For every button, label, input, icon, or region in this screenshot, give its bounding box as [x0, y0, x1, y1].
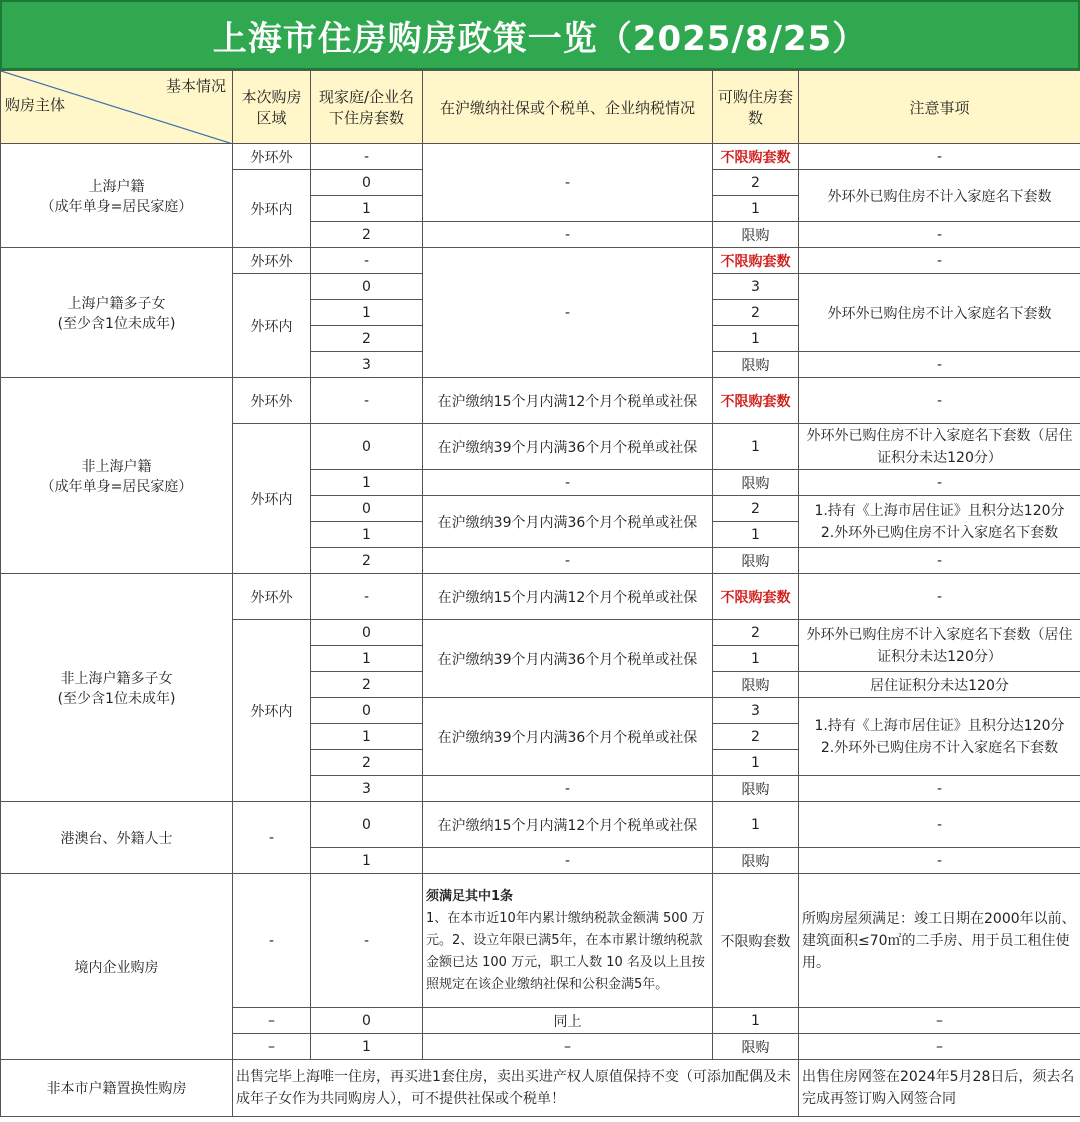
- header-region: 本次购房区域: [233, 71, 311, 144]
- can-buy-cell: 限购: [713, 470, 799, 496]
- region-cell: 外环内: [233, 170, 311, 248]
- note-cell: -: [799, 574, 1080, 620]
- tax-cell: -: [423, 470, 713, 496]
- policy-table: [0, 70, 1080, 1117]
- can-buy-cell: 限购: [713, 352, 799, 378]
- note-cell: –: [799, 1034, 1080, 1060]
- existing-cell: 1: [311, 848, 423, 874]
- region-cell: 外环内: [233, 274, 311, 378]
- header-corner-top: 基本情况: [165, 77, 226, 95]
- region-cell: 外环外: [233, 248, 311, 274]
- existing-cell: 2: [311, 750, 423, 776]
- tax-cell: 在沪缴纳39个月内满36个月个税单或社保: [423, 698, 713, 776]
- can-buy-cell: 1: [713, 646, 799, 672]
- note-cell: -: [799, 378, 1080, 424]
- note-cell: 外环外已购住房不计入家庭名下套数: [799, 170, 1080, 222]
- note-cell: -: [799, 802, 1080, 848]
- tax-cell: 在沪缴纳15个月内满12个月个税单或社保: [423, 378, 713, 424]
- tax-cell: -: [423, 144, 713, 222]
- subject-cell: 上海户籍 （成年单身=居民家庭）: [1, 144, 233, 248]
- tax-cell: -: [423, 548, 713, 574]
- tax-cell: 同上: [423, 1008, 713, 1034]
- can-buy-cell: 1: [713, 522, 799, 548]
- existing-cell: 2: [311, 548, 423, 574]
- note-cell: 所购房屋须满足：竣工日期在2000年以前、建筑面积≤70㎡的二手房、用于员工租住使用。: [799, 874, 1080, 1008]
- existing-cell: 1: [311, 724, 423, 750]
- region-cell: 外环外: [233, 144, 311, 170]
- can-buy-cell: 1: [713, 802, 799, 848]
- existing-cell: 0: [311, 496, 423, 522]
- existing-cell: 0: [311, 698, 423, 724]
- note-cell: 居住证积分未达120分: [799, 672, 1080, 698]
- note-cell: -: [799, 548, 1080, 574]
- can-buy-cell: 3: [713, 274, 799, 300]
- table-row: [1, 802, 1080, 848]
- existing-cell: 0: [311, 170, 423, 196]
- note-cell: 外环外已购住房不计入家庭名下套数（居住证积分未达120分）: [799, 424, 1080, 470]
- tax-cell: 在沪缴纳15个月内满12个月个税单或社保: [423, 574, 713, 620]
- note-cell: -: [799, 470, 1080, 496]
- can-buy-cell: 限购: [713, 848, 799, 874]
- existing-cell: 1: [311, 470, 423, 496]
- can-buy-cell: 1: [713, 196, 799, 222]
- can-buy-cell: 2: [713, 170, 799, 196]
- note-cell: 外环外已购住房不计入家庭名下套数（居住证积分未达120分）: [799, 620, 1080, 672]
- header-row: [1, 71, 1080, 144]
- note-cell: -: [799, 248, 1080, 274]
- existing-cell: 1: [311, 522, 423, 548]
- region-cell: –: [233, 1008, 311, 1034]
- existing-cell: 1: [311, 646, 423, 672]
- can-buy-cell: 2: [713, 620, 799, 646]
- can-buy-cell: 不限购套数: [713, 378, 799, 424]
- can-buy-cell: 限购: [713, 222, 799, 248]
- region-cell: 外环内: [233, 620, 311, 802]
- tax-cell: 在沪缴纳15个月内满12个月个税单或社保: [423, 802, 713, 848]
- subject-cell: 港澳台、外籍人士: [1, 802, 233, 874]
- region-cell: 外环内: [233, 424, 311, 574]
- header-corner-bottom: 购房主体: [5, 96, 66, 114]
- note-cell: -: [799, 144, 1080, 170]
- existing-cell: 2: [311, 326, 423, 352]
- header-corner: [1, 71, 233, 144]
- existing-cell: 3: [311, 352, 423, 378]
- header-can-buy: 可购住房套数: [713, 71, 799, 144]
- note-cell: -: [799, 222, 1080, 248]
- existing-cell: -: [311, 874, 423, 1008]
- note-cell: –: [799, 1008, 1080, 1034]
- can-buy-cell: 2: [713, 496, 799, 522]
- can-buy-cell: 不限购套数: [713, 874, 799, 1008]
- swap-description: 出售完毕上海唯一住房，再买进1套住房，卖出买进产权人原值保持不变（可添加配偶及未成年子女作为共同购房人），可不提供社保或个税单！: [233, 1060, 799, 1117]
- subject-cell: 非上海户籍 （成年单身=居民家庭）: [1, 378, 233, 574]
- region-cell: –: [233, 1034, 311, 1060]
- subject-cell: 境内企业购房: [1, 874, 233, 1060]
- note-cell: -: [799, 776, 1080, 802]
- existing-cell: -: [311, 378, 423, 424]
- can-buy-cell: 1: [713, 750, 799, 776]
- can-buy-cell: 限购: [713, 672, 799, 698]
- tax-cell: 在沪缴纳39个月内满36个月个税单或社保: [423, 424, 713, 470]
- table-row: [1, 574, 1080, 620]
- table-row: [1, 874, 1080, 1008]
- can-buy-cell: 不限购套数: [713, 574, 799, 620]
- existing-cell: 1: [311, 1034, 423, 1060]
- existing-cell: 3: [311, 776, 423, 802]
- can-buy-cell: 限购: [713, 548, 799, 574]
- table-row: [1, 144, 1080, 170]
- existing-cell: 0: [311, 424, 423, 470]
- region-cell: -: [233, 874, 311, 1008]
- existing-cell: 0: [311, 802, 423, 848]
- note-cell: 1.持有《上海市居住证》且积分达120分 2.外环外已购住房不计入家庭名下套数: [799, 496, 1080, 548]
- can-buy-cell: 2: [713, 724, 799, 750]
- region-cell: -: [233, 802, 311, 874]
- existing-cell: 2: [311, 672, 423, 698]
- tax-cell: -: [423, 222, 713, 248]
- existing-cell: 2: [311, 222, 423, 248]
- can-buy-cell: 1: [713, 424, 799, 470]
- page-title: 上海市住房购房政策一览（2025/8/25）: [0, 0, 1080, 70]
- tax-cell: -: [423, 248, 713, 378]
- existing-cell: -: [311, 248, 423, 274]
- subject-cell: 上海户籍多子女 (至少含1位未成年): [1, 248, 233, 378]
- tax-cell: -: [423, 848, 713, 874]
- note-cell: -: [799, 848, 1080, 874]
- can-buy-cell: 不限购套数: [713, 248, 799, 274]
- note-cell: -: [799, 352, 1080, 378]
- header-tax: 在沪缴纳社保或个税单、企业纳税情况: [423, 71, 713, 144]
- header-existing: 现家庭/企业名下住房套数: [311, 71, 423, 144]
- table-row: [1, 1060, 1080, 1117]
- can-buy-cell: 1: [713, 1008, 799, 1034]
- subject-cell: 非本市户籍置换性购房: [1, 1060, 233, 1117]
- tax-cell: –: [423, 1034, 713, 1060]
- existing-cell: 0: [311, 274, 423, 300]
- can-buy-cell: 2: [713, 300, 799, 326]
- existing-cell: 1: [311, 196, 423, 222]
- tax-cell: -: [423, 776, 713, 802]
- can-buy-cell: 限购: [713, 1034, 799, 1060]
- region-cell: 外环外: [233, 378, 311, 424]
- existing-cell: -: [311, 574, 423, 620]
- existing-cell: -: [311, 144, 423, 170]
- note-cell: 出售住房网签在2024年5月28日后，须去名完成再签订购入网签合同: [799, 1060, 1080, 1117]
- tax-cell: 在沪缴纳39个月内满36个月个税单或社保: [423, 620, 713, 698]
- tax-cell: 在沪缴纳39个月内满36个月个税单或社保: [423, 496, 713, 548]
- can-buy-cell: 不限购套数: [713, 144, 799, 170]
- table-row: [1, 248, 1080, 274]
- tax-cell: 须满足其中1条 1、在本市近10年内累计缴纳税款金额满 500 万元。2、设立年限已满5年，在本市累计缴纳税款金额已达 100 万元，职工人数 10 名及以上且按照规定在该企业缴纳社保和公积金满5年。: [423, 874, 713, 1008]
- existing-cell: 1: [311, 300, 423, 326]
- existing-cell: 0: [311, 1008, 423, 1034]
- table-row: [1, 378, 1080, 424]
- can-buy-cell: 1: [713, 326, 799, 352]
- can-buy-cell: 限购: [713, 776, 799, 802]
- subject-cell: 非上海户籍多子女 (至少含1位未成年): [1, 574, 233, 802]
- region-cell: 外环外: [233, 574, 311, 620]
- note-cell: 1.持有《上海市居住证》且积分达120分 2.外环外已购住房不计入家庭名下套数: [799, 698, 1080, 776]
- note-cell: 外环外已购住房不计入家庭名下套数: [799, 274, 1080, 352]
- header-notes: 注意事项: [799, 71, 1080, 144]
- existing-cell: 0: [311, 620, 423, 646]
- can-buy-cell: 3: [713, 698, 799, 724]
